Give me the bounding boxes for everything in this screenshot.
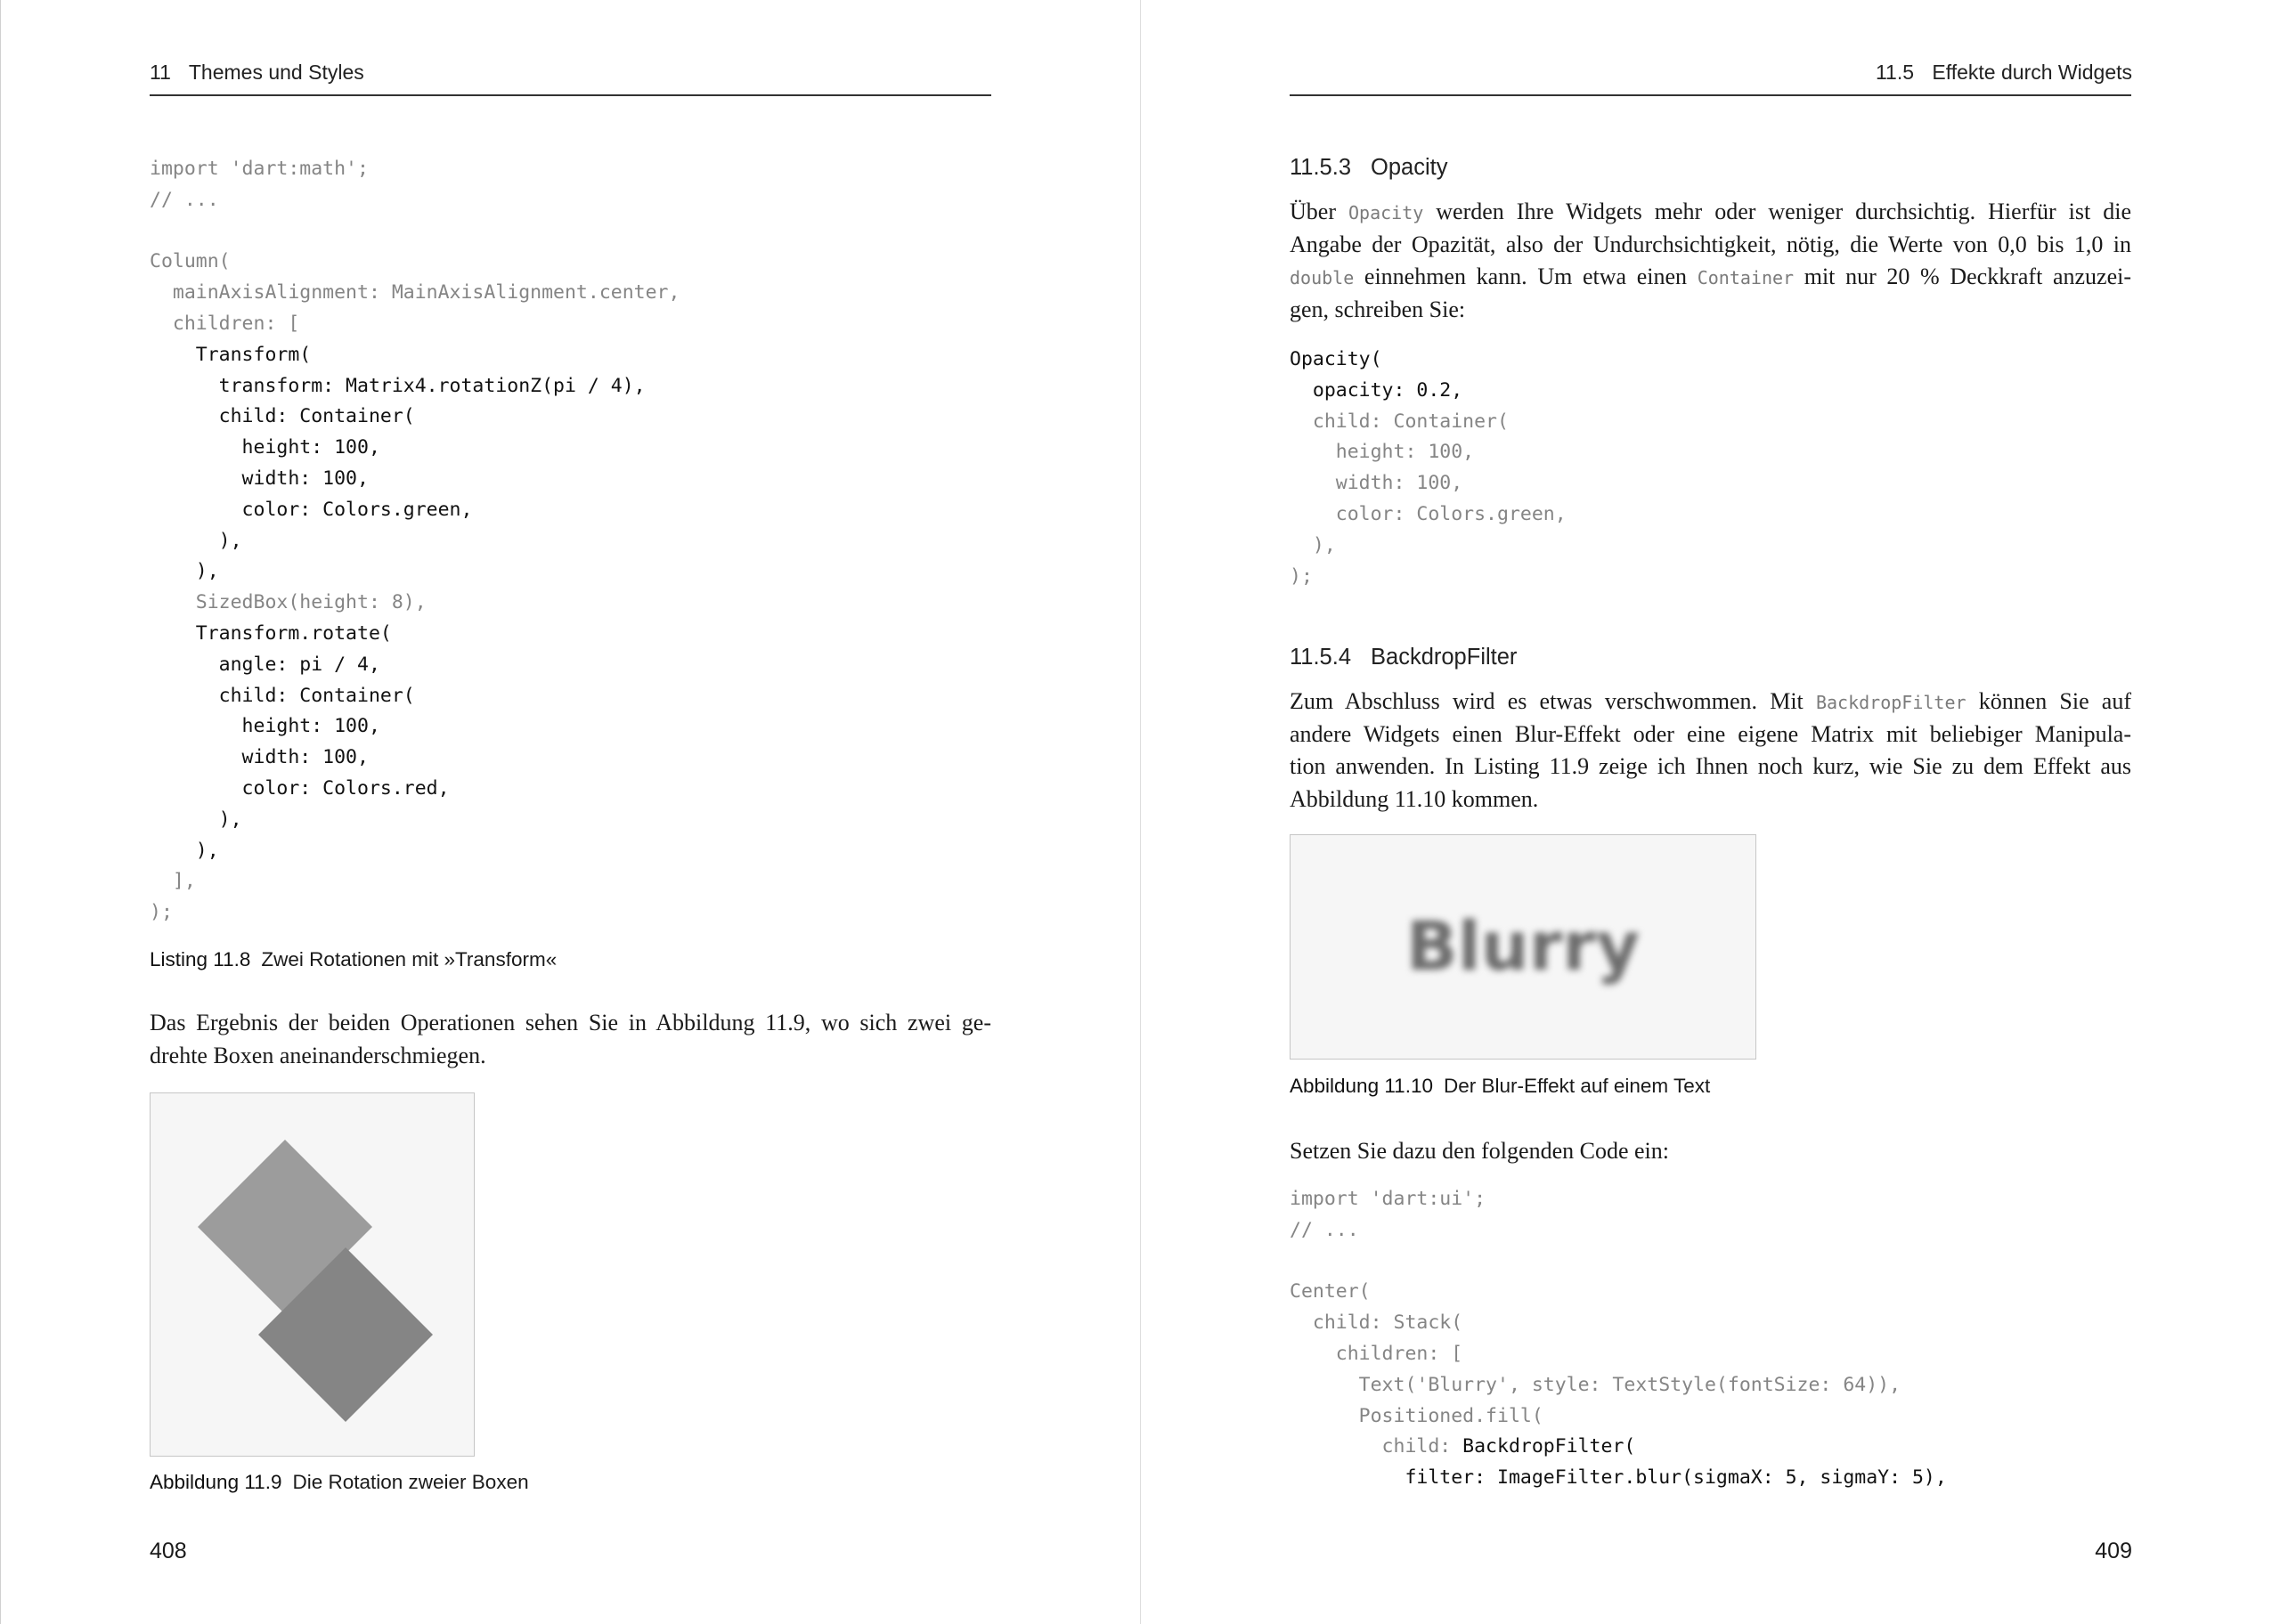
code-line: color: Colors.green, [1290,502,1567,525]
figure-caption-label: Abbildung 11.9 [150,1471,282,1493]
code-line: width: 100, [150,467,369,490]
listing-caption-label: Listing 11.8 [150,948,251,970]
paragraph-line: Abbildung 11.10 kommen. [1290,785,1539,812]
code-line: width: 100, [1290,472,1463,495]
paragraph-line: Über Opacity werden Ihre Widgets mehr oder weniger durchsichtig. Hierfür ist die [1290,199,2131,224]
code-line: ); [150,901,173,924]
setup-paragraph [1290,1135,2131,1168]
code-line: height: 100, [150,715,380,738]
paragraph-line: Das Ergebnis der beiden Operationen sehen Sie in Abbildung 11.9, wo sich zwei ge- [150,1010,991,1035]
code-opacity [1290,345,1567,592]
figure-caption [1290,1075,1710,1098]
code-line: ), [150,839,219,862]
code-line: Transform.rotate( [150,621,392,645]
code-line: ], [150,870,196,893]
opacity-paragraph [1290,196,2131,326]
header-rule [150,94,991,96]
code-line: transform: Matrix4.rotationZ(pi / 4), [150,374,646,397]
code-line [150,216,680,248]
code-listing-11-8 [150,154,680,929]
code-line: Center( [1290,1280,1371,1303]
code-line: // ... [150,188,219,211]
code-line: ), [150,808,242,831]
listing-caption [150,948,557,971]
inline-code-backdropfilter: BackdropFilter [1815,692,1966,713]
code-line: children: [ [150,312,300,335]
code-line: children: [ [1290,1342,1463,1365]
right-page [1141,0,2280,1624]
section-heading-title: BackdropFilter [1371,645,1518,670]
section-heading-number: 11.5.3 [1290,155,1352,180]
paragraph-line: tion anwenden. In Listing 11.9 zeige ich Ihnen noch kurz, wie Sie zu dem Effekt aus [1290,753,2131,779]
code-line: width: 100, [150,746,369,769]
figure-caption-label: Abbildung 11.10 [1290,1075,1433,1097]
code-line: import 'dart:math'; [150,158,369,180]
code-line: ), [150,529,242,552]
section-heading-backdrop [1290,645,1517,670]
code-blur [1290,1184,1947,1494]
chapter-title: Themes und Styles [188,61,364,84]
backdrop-paragraph [1290,686,2131,816]
figure-caption [150,1471,529,1494]
chapter-number: 11 [150,61,171,84]
paragraph-line: Setzen Sie dazu den folgenden Code ein: [1290,1138,1669,1164]
code-line: Positioned.fill( [1290,1404,1543,1427]
rotated-boxes-illustration [151,1093,474,1456]
body-paragraph [150,1007,991,1072]
paragraph-line: Angabe der Opazität, also der Undurchsichtigkeit, nötig, die Werte von 0,0 bis 1,0 in [1290,231,2131,257]
code-line: color: Colors.green, [150,498,473,521]
code-line: child: Stack( [1290,1311,1463,1335]
listing-caption-text: Zwei Rotationen mit »Transform« [261,948,558,970]
code-line: Text('Blurry', style: TextStyle(fontSize: 64)), [1290,1373,1901,1396]
code-line: ); [1290,564,1313,588]
section-title: Effekte durch Widgets [1932,61,2132,84]
code-line: Transform( [150,343,312,366]
page-number-right: 409 [2095,1539,2132,1563]
section-heading-number: 11.5.4 [1290,645,1352,670]
inline-code-opacity: Opacity [1348,202,1424,223]
paragraph-line: Zum Abschluss wird es etwas verschwommen. Mit BackdropFilter können Sie auf [1290,688,2131,714]
inline-code-container: Container [1697,267,1795,288]
code-line: filter: ImageFilter.blur(sigmaX: 5, sigmaY: 5), [1290,1466,1947,1490]
code-line: ), [1290,533,1336,556]
code-line: child: BackdropFilter( [1290,1435,1636,1458]
code-line: import 'dart:ui'; [1290,1188,1486,1210]
code-line: child: Container( [1290,410,1509,433]
header-rule [1290,94,2131,96]
code-line: child: Container( [150,684,415,707]
code-line: Column( [150,250,231,273]
code-line: height: 100, [150,436,380,459]
code-line: opacity: 0.2, [1290,378,1463,402]
code-line [1290,1246,1947,1278]
code-line: child: Container( [150,405,415,428]
section-heading-title: Opacity [1371,155,1448,180]
code-line: SizedBox(height: 8), [150,591,427,614]
rotation-figure [150,1092,475,1457]
code-line: color: Colors.red, [150,776,450,800]
paragraph-line: gen, schreiben Sie: [1290,296,1466,322]
page-number-left: 408 [150,1539,187,1563]
paragraph-line: andere Widgets einen Blur-Effekt oder eine eigene Matrix mit beliebiger Manipula- [1290,720,2131,747]
code-line: height: 100, [1290,441,1475,464]
running-header-left [150,61,364,87]
inline-code-double: double [1290,267,1355,288]
section-number: 11.5 [1875,61,1915,84]
code-line: mainAxisAlignment: MainAxisAlignment.center, [150,281,680,304]
running-header-right [1876,61,2132,87]
code-line: Opacity( [1290,348,1382,370]
blur-figure [1290,834,1756,1060]
code-line: // ... [1290,1218,1359,1241]
figure-caption-text: Die Rotation zweier Boxen [292,1471,529,1493]
blurred-text: Blurry [1405,906,1641,986]
section-heading-opacity [1290,155,1447,181]
figure-caption-text: Der Blur-Effekt auf einem Text [1443,1075,1711,1097]
code-line: angle: pi / 4, [150,653,380,676]
paragraph-line: double einnehmen kann. Um etwa einen Container mit nur 20 % Deckkraft anzuzei- [1290,264,2131,289]
code-line: ), [150,560,219,583]
paragraph-line: drehte Boxen aneinanderschmiegen. [150,1042,486,1068]
